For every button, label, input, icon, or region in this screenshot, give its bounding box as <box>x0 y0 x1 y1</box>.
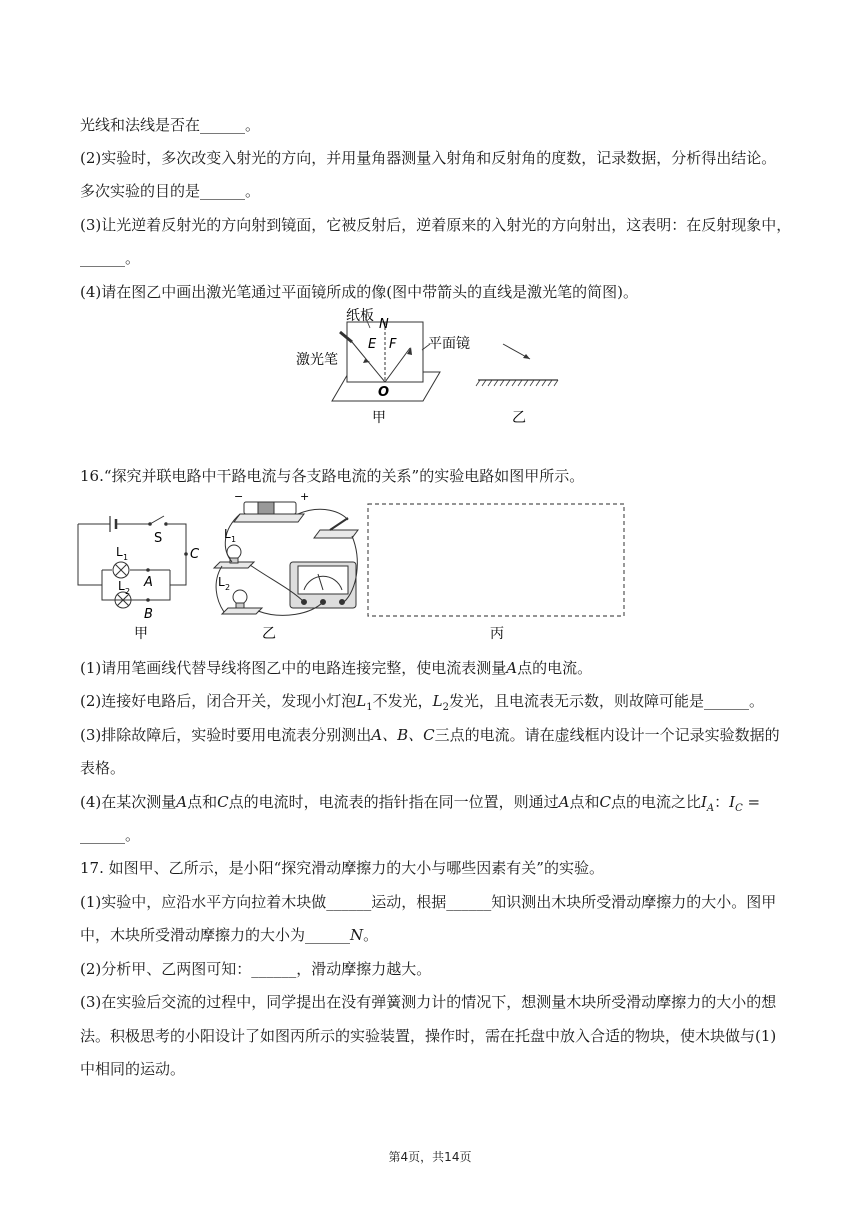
q15-part2-line1: (2)实验时，多次改变入射光的方向，并用量角器测量入射角和反射角的度数，记录数据，分析得出结论。 <box>80 149 777 167</box>
label-C: C <box>190 547 200 562</box>
q17-part3-line3: 中相同的运动。 <box>80 1060 186 1078</box>
q16-part4-line2: ______。 <box>80 826 141 844</box>
switch-pivot <box>148 522 152 526</box>
q16-part3: (3)排除故障后，实验时要用电流表分别测出A、B、C三点的电流。请在虚线框内设计一个记录实验数据的 <box>80 726 780 744</box>
q17-part1-line2: 中，木块所受滑动摩擦力的大小为______N。 <box>80 926 379 944</box>
q16-part2: (2)连接好电路后，闭合开关，发现小灯泡$L_1$不发光，$L_2$发光，且电流表无示数，则故障可能是______。 <box>80 692 764 713</box>
q15-part4: (4)请在图乙中画出激光笔通过平面镜所成的像(图中带箭头的直线是激光笔的简图)。 <box>80 283 638 301</box>
battery-minus: − <box>234 490 244 503</box>
table-frame-bing <box>368 504 624 616</box>
caption-bing: 丙 <box>490 626 504 642</box>
caption-jia: 甲 <box>372 410 386 426</box>
label-L2: L <box>118 579 125 593</box>
node-A <box>146 568 150 572</box>
label-O: O <box>378 385 390 400</box>
label-board: 纸板 <box>346 308 374 324</box>
q15-continuation: 光线和法线是否在______。 <box>80 116 261 134</box>
node-B <box>146 598 150 602</box>
label-yi-L2-sub: 2 <box>225 583 231 592</box>
q15-part3-line1: (3)让光逆着反射光的方向射到镜面，它被反射后，逆着原来的入射光的方向射出，这表明：在反射现象中， <box>80 216 792 234</box>
caption-jia-16: 甲 <box>134 626 148 642</box>
circuit-jia <box>78 516 186 608</box>
label-yi-L2: L <box>218 575 225 589</box>
q15-part3-line2: ______。 <box>80 249 141 267</box>
label-A: A <box>144 575 153 590</box>
figure-jia <box>296 307 470 426</box>
mirror-hatch <box>476 380 558 386</box>
caption-yi: 乙 <box>512 410 526 426</box>
battery-plus: + <box>300 490 310 503</box>
label-L1: L <box>116 545 123 559</box>
q15-figure <box>290 304 580 430</box>
label-S: S <box>154 531 163 546</box>
q17-part2: (2)分析甲、乙两图可知：______，滑动摩擦力越大。 <box>80 960 432 978</box>
label-mirror: 平面镜 <box>428 336 470 352</box>
node-C <box>184 552 188 556</box>
q17-part1-line1: (1)实验中，应沿水平方向拉着木块做______运动，根据______知识测出木块所受滑动摩擦力的大小。图甲 <box>80 893 777 911</box>
label-F: F <box>389 337 397 352</box>
label-L2-sub: 2 <box>125 587 131 596</box>
q15-part2-line2: 多次实验的目的是______。 <box>80 182 261 200</box>
label-yi-L1: L <box>224 527 231 541</box>
caption-yi-16: 乙 <box>262 626 276 642</box>
label-yi-L1-sub: 1 <box>231 535 237 544</box>
q16-figure <box>72 490 632 646</box>
label-N: N <box>379 317 389 332</box>
q17-part3-line2: 法。积极思考的小阳设计了如图丙所示的实验装置，操作时，需在托盘中放入合适的物块，使木块做与(1) <box>80 1027 777 1045</box>
label-B: B <box>144 607 153 622</box>
q17-title: 17. 如图甲、乙所示，是小阳“探究滑动摩擦力的大小与哪些因素有关”的实验。 <box>80 859 604 877</box>
q17-part3-line1: (3)在实验后交流的过程中，同学提出在没有弹簧测力计的情况下，想测量木块所受滑动摩擦力的大小的想 <box>80 993 777 1011</box>
label-E: E <box>368 337 377 352</box>
page-footer: 第4页，共14页 <box>388 1150 472 1164</box>
laser-pen-arrow <box>523 354 530 359</box>
switch-contact <box>164 522 168 526</box>
q16-part4: (4)在某次测量A点和C点的电流时，电流表的指针指在同一位置，则通过A点和C点的电流之比$I_A$：$I_C$ = <box>80 793 761 814</box>
q16-part1: (1)请用笔画线代替导线将图乙中的电路连接完整，使电流表测量A点的电流。 <box>80 659 593 677</box>
q16-title: 16.“探究并联电路中干路电流与各支路电流的关系”的实验电路如图甲所示。 <box>80 467 585 485</box>
label-L1-sub: 1 <box>123 553 129 562</box>
q16-part3-line2: 表格。 <box>80 759 126 777</box>
figure-yi <box>476 344 558 426</box>
label-laser: 激光笔 <box>296 352 338 368</box>
apparatus-yi <box>214 502 358 615</box>
